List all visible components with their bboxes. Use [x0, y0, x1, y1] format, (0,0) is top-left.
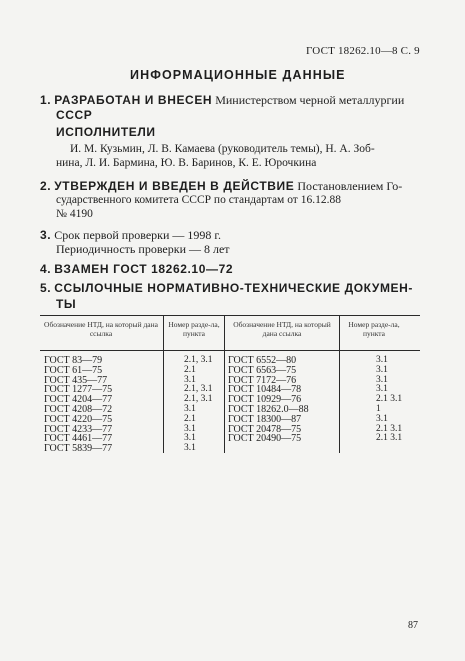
- table-cell: ГОСТ 4461—77: [44, 433, 113, 445]
- table-header-left-num: Номер разде-ла, пункта: [168, 320, 220, 338]
- section-4: [40, 262, 233, 277]
- table-cell: ГОСТ 6552—80: [228, 355, 297, 366]
- section-3-line-2: Периодичность проверки — 8 лет: [56, 242, 230, 256]
- section-2-heading: УТВЕРЖДЕН И ВВЕДЕН В ДЕЙСТВИЕ: [54, 179, 295, 193]
- table-cell: ГОСТ 20478—75: [228, 423, 302, 435]
- table-cell: 2.1 3.1: [376, 433, 403, 444]
- executors-heading-text: ИСПОЛНИТЕЛИ: [56, 125, 156, 139]
- table-header-right-doc: Обозначение НТД, на который дана ссылка: [233, 320, 331, 338]
- table-cell: 3.1: [184, 433, 196, 444]
- table-col-divider-2: [224, 315, 225, 453]
- standard-code-header: ГОСТ 18262.10—8 С. 9: [306, 45, 420, 57]
- table-top-rule: [40, 315, 420, 316]
- section-2: [40, 179, 402, 194]
- section-5-number: 5.: [40, 281, 52, 295]
- section-4-number: 4.: [40, 262, 52, 276]
- section-2-number: 2.: [40, 179, 52, 193]
- executors-line-2: нина, Л. И. Бармина, Ю. В. Баринов, К. Е. Юрочкина: [56, 157, 317, 169]
- table-cell: ГОСТ 1277—75: [44, 384, 113, 396]
- table-cell: ГОСТ 7172—76: [228, 374, 297, 386]
- section-3-line-1: Срок первой проверки — 1998 г.: [54, 228, 221, 242]
- table-cell: ГОСТ 10484—78: [228, 384, 302, 396]
- table-cell: ГОСТ 5839—77: [44, 443, 113, 455]
- section-5-heading-cont-text: ТЫ: [56, 297, 77, 311]
- section-2-text: Постановлением Го-: [297, 179, 403, 193]
- table-cell: ГОСТ 4220—75: [44, 413, 113, 425]
- table-cell: ГОСТ 435—77: [44, 374, 108, 386]
- table-cell: ГОСТ 4233—77: [44, 423, 113, 435]
- table-right-docs: [228, 356, 309, 444]
- table-cell: 3.1: [184, 374, 196, 385]
- table-cell: ГОСТ 20490—75: [228, 433, 302, 445]
- table-cell: ГОСТ 10929—76: [228, 394, 302, 406]
- table-cell: 3.1: [184, 403, 196, 414]
- table-cell: 3.1: [376, 413, 388, 424]
- table-cell: 3.1: [376, 384, 388, 395]
- table-cell: 3.1: [376, 355, 388, 365]
- table-col-divider-1: [163, 315, 164, 453]
- table-cell: 2.1 3.1: [376, 423, 403, 434]
- table-cell: 3.1: [376, 374, 388, 385]
- table-cell: 2.1: [184, 364, 196, 375]
- table-cell: ГОСТ 18300—87: [228, 413, 302, 425]
- table-cell: 3.1: [184, 443, 196, 454]
- page-title: ИНФОРМАЦИОННЫЕ ДАННЫЕ: [130, 68, 346, 82]
- section-2-line-3: № 4190: [56, 208, 93, 220]
- section-1-text: Министерством черной металлургии: [215, 93, 405, 107]
- table-cell: 1: [376, 403, 381, 414]
- section-3-number: 3.: [40, 228, 52, 242]
- table-cell: ГОСТ 18262.0—88: [228, 403, 309, 415]
- section-3: [40, 228, 221, 243]
- table-cell: 2.1, 3.1: [184, 384, 213, 395]
- table-header-left-doc: Обозначение НТД, на который дана ссылка: [44, 320, 158, 338]
- table-cell: ГОСТ 83—79: [44, 355, 103, 366]
- table-cell: ГОСТ 61—75: [44, 364, 103, 376]
- table-left-nums: [184, 356, 213, 454]
- table-cell: ГОСТ 6563—75: [228, 364, 297, 376]
- table-right-nums: [376, 356, 402, 444]
- section-5-heading: ССЫЛОЧНЫЕ НОРМАТИВНО-ТЕХНИЧЕСКИЕ ДОКУМЕН-: [54, 281, 414, 295]
- section-4-heading: ВЗАМЕН ГОСТ 18262.10—72: [54, 262, 234, 276]
- table-header-right-num: Номер разде-ла, пункта: [348, 320, 400, 338]
- section-2-line-2: сударственного комитета СССР по стандартам от 16.12.88: [56, 194, 341, 206]
- table-header-rule: [40, 350, 420, 351]
- table-cell: 3.1: [376, 364, 388, 375]
- table-cell: ГОСТ 4208—72: [44, 403, 113, 415]
- table-cell: 2.1: [184, 413, 196, 424]
- executors-heading: [56, 125, 156, 140]
- section-5-heading-cont: [56, 297, 76, 312]
- table-cell: 2.1, 3.1: [184, 394, 213, 405]
- executors-line-1: И. М. Кузьмин, Л. В. Камаева (руководитель темы), Н. А. Зоб-: [70, 143, 375, 155]
- table-cell: 2.1, 3.1: [184, 355, 213, 365]
- table-col-divider-3: [339, 315, 340, 453]
- table-cell: ГОСТ 4204—77: [44, 394, 113, 406]
- section-1-number: 1.: [40, 93, 52, 107]
- table-cell: 3.1: [184, 423, 196, 434]
- section-5: [40, 281, 413, 296]
- section-1-line2: [56, 108, 92, 123]
- table-left-docs: [44, 356, 112, 454]
- table-cell: 2.1 3.1: [376, 394, 403, 405]
- section-1-text-cont: СССР: [56, 108, 93, 122]
- section-1-heading: РАЗРАБОТАН И ВНЕСЕН: [54, 93, 213, 107]
- page-number: 87: [408, 620, 418, 631]
- section-1: [40, 93, 404, 108]
